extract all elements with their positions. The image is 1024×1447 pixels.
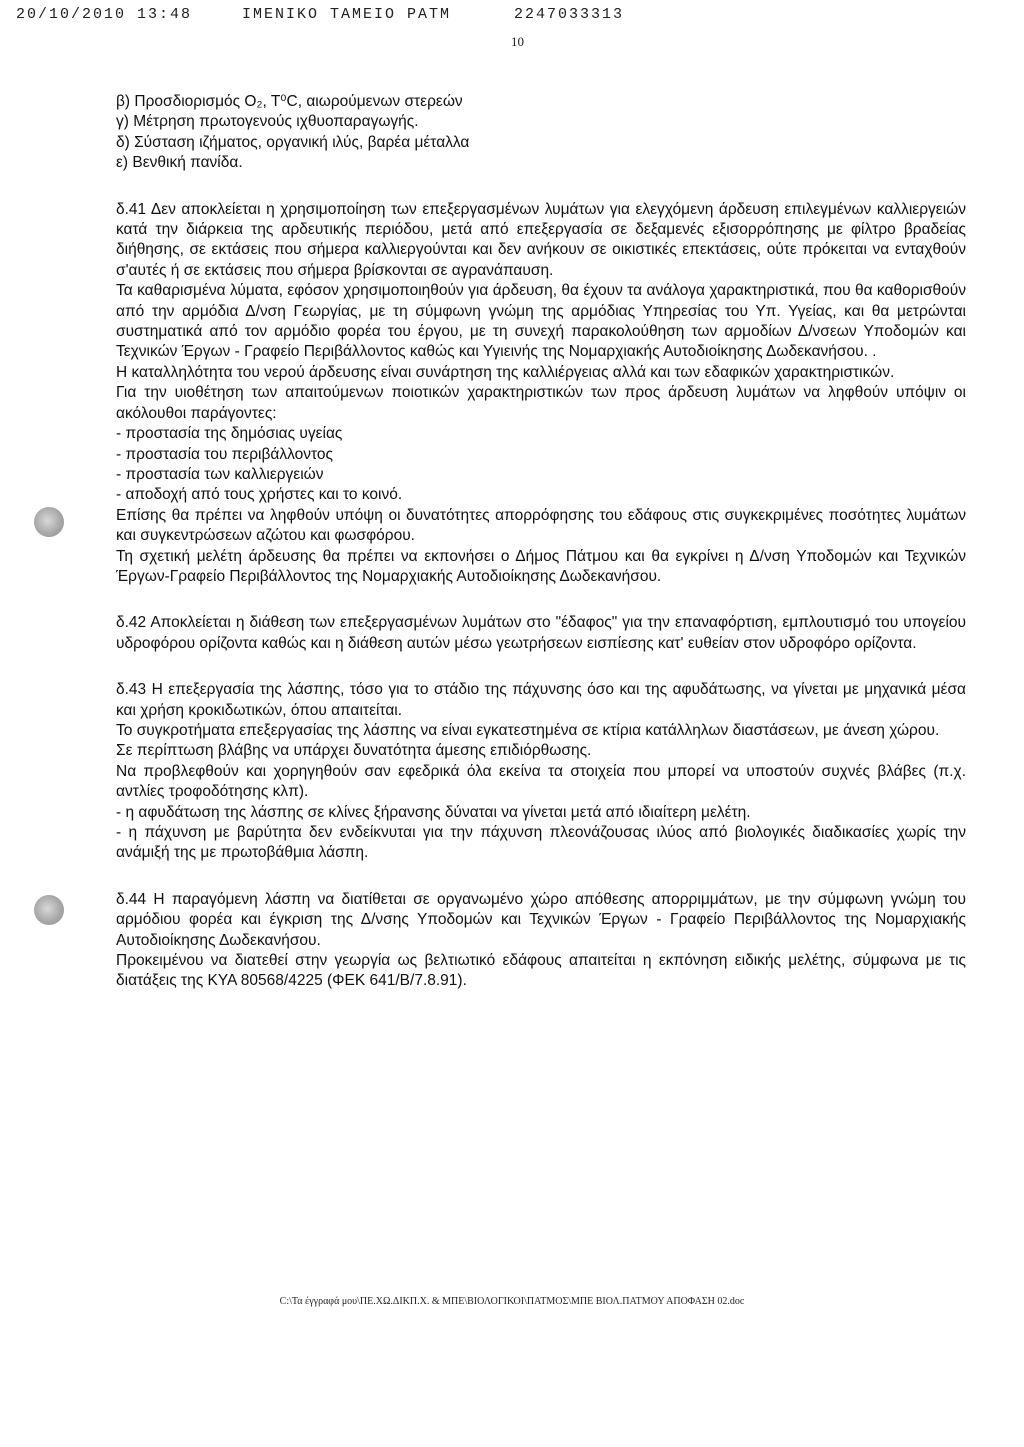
paragraph: Προκειμένου να διατεθεί στην γεωργία ως βελτιωτικό εδάφους απαιτείται η εκπόνηση ειδικής μελέτης, σύμφωνα με τις διατάξεις της ΚΥΑ 80568/4225 (ΦΕΚ 641/Β/7.8.91).	[116, 952, 966, 990]
list-item: γ) Μέτρηση πρωτογενούς ιχθυοπαραγωγής.	[116, 113, 419, 131]
fax-header	[14, 6, 1014, 36]
fax-datetime: 20/10/2010 13:48	[16, 6, 193, 23]
paragraph: Η καταλληλότητα του νερού άρδευσης είναι συνάρτηση της καλλιέργειας αλλά και των εδαφικών χαρακτηριστικών.	[116, 363, 895, 381]
section-d44	[116, 890, 966, 992]
paragraph: δ.43 Η επεξεργασία της λάσπης, τόσο για το στάδιο της πάχυνσης όσο και της αφυδάτωσης, να γίνεται με μηχανικά μέσα και χρήση κροκιδωτικών, όπου απαιτείται.	[116, 681, 966, 719]
file-path-footer: C:\Τα έγγραφά μου\ΠΕ.ΧΩ.ΔΙΚΠ.Χ. & ΜΠΕ\ΒΙΟΛΟΓΙΚΟΙ\ΠΑΤΜΟΣ\ΜΠΕ ΒΙΟΛ.ΠΑΤΜΟΥ ΑΠΟΦΑΣΗ 02.doc	[279, 1296, 745, 1307]
paragraph: δ.42 Αποκλείεται η διάθεση των επεξεργασμένων λυμάτων στο "έδαφος" για την επαναφόρτιση, εμπλουτισμό του υπογείου υδροφόρου ορίζοντα καθώς και η διάθεση αυτών μέσω γεωτρήσεων εισπίεσης κατ' ευθείαν στον υδροφόρο ορίζοντα.	[116, 614, 966, 652]
paragraph: Για την υιοθέτηση των απαιτούμενων ποιοτικών χαρακτηριστικών των προς άρδευση λυμάτων να ληφθούν υπόψιν οι ακόλουθοι παράγοντες:	[116, 384, 966, 422]
factor-item: - προστασία του περιβάλλοντος	[116, 445, 333, 463]
list-item: β) Προσδιορισμός O₂, T⁰C, αιωρούμενων στερεών	[116, 93, 463, 110]
paragraph: Το συγκροτήματα επεξεργασίας της λάσπης να είναι εγκατεστημένα σε κτίρια κατάλληλων διαστάσεων, με άνεση χώρου.	[116, 721, 940, 739]
paragraph: δ.41 Δεν αποκλείεται η χρησιμοποίηση των επεξεργασμένων λυμάτων για ελεγχόμενη άρδευση επιλεγμένων καλλιεργειών κατά την διάρκεια της αρδευτικής περιόδου, μετά από επεξεργασία σε δεξαμενές εξισορρόπησης με φίλτρο βραδείας διήθησης, σε εκτάσεις που σήμερα καλλιεργούνται και δεν ανήκουν σε οικιστικές επεκτάσεις, ούτε πρόκειται να ενταχθούν σ'αυτές ή σε εκτάσεις που σήμερα βρίσκονται σε αγρανάπαυση.	[116, 200, 966, 279]
paragraph: Τη σχετική μελέτη άρδευσης θα πρέπει να εκπονήσει ο Δήμος Πάτμου και θα εγκρίνει η Δ/νση Υποδομών και Τεχνικών Έργων-Γραφείο Περιβάλλοντος της Νομαρχιακής Αυτοδιοίκησης Δωδεκανήσου.	[116, 547, 966, 585]
paragraph: Σε περίπτωση βλάβης να υπάρχει δυνατότητα άμεσης επιδιόρθωσης.	[116, 742, 592, 760]
paragraph: Επίσης θα πρέπει να ληφθούν υπόψη οι δυνατότητες απορρόφησης του εδάφους στις συγκεκριμένες ποσότητες λυμάτων και συγκεντρώσεων αζώτου και φωσφόρου.	[116, 506, 966, 545]
section-d41	[116, 200, 966, 588]
paragraph: - η πάχυνση με βαρύτητα δεν ενδείκνυται για την πάχυνση πλεονάζουσας ιλύος από βιολογικές διαδικασίες χωρίς την ανάμιξή της με πρωτοβάθμια λάσπη.	[116, 824, 966, 862]
fax-number: 2247033313	[514, 6, 625, 23]
section-d42	[116, 613, 966, 654]
punch-hole-icon	[34, 507, 64, 537]
factor-item: - αποδοχή από τους χρήστες και το κοινό.	[116, 486, 403, 504]
factor-item: - προστασία της δημόσιας υγείας	[116, 425, 343, 443]
paragraph: - η αφυδάτωση της λάσπης σε κλίνες ξήρανσης δύναται να γίνεται μετά από ιδιαίτερη μελέτη.	[116, 803, 751, 821]
page-number: 10	[511, 34, 524, 49]
paragraph: Τα καθαρισμένα λύματα, εφόσον χρησιμοποιηθούν για άρδευση, θα έχουν τα ανάλογα χαρακτηριστικά, που θα καθορισθούν από την αρμόδια Δ/νση Γεωργίας, με τη σύμφωνη γνώμη της αρμόδιας Υπηρεσίας του Υπ. Υγείας, και θα μετρώνται συστηματικά από τον αρμόδιο φορέα του έργου, με τη συνεχή παρακολούθηση των αρμοδίων Δ/νσεων Υποδομών και Τεχνικών Έργων - Γραφείο Περιβάλλοντος καθώς και Υγιεινής της Νομαρχιακής Αυτοδιοίκησης Δωδεκανήσου. .	[116, 282, 966, 361]
factor-item: - προστασία των καλλιεργειών	[116, 465, 324, 483]
paragraph: δ.44 Η παραγόμενη λάσπη να διατίθεται σε οργανωμένο χώρο απόθεσης απορριμμάτων, με την σύμφωνη γνώμη του αρμόδιου φορέα και έγκριση της Δ/νσης Υποδομών και Τεχνικών Έργων - Γραφείο Περιβάλλοντος της Νομαρχιακής Αυτοδιοίκησης Δωδεκανήσου.	[116, 890, 966, 949]
section-d43	[116, 680, 966, 864]
fax-sender: IMENIKO TAMEIO PATM	[242, 6, 452, 23]
document-body	[116, 92, 966, 992]
paragraph: Να προβλεφθούν και χορηγηθούν σαν εφεδρικά όλα εκείνα τα στοιχεία που μπορεί να υποστούν συχνές βλάβες (π.χ. αντλίες τροφοδότησης κλπ).	[116, 762, 966, 801]
list-item: ε) Βενθική πανίδα.	[116, 154, 243, 172]
measurement-list	[116, 92, 966, 174]
list-item: δ) Σύσταση ιζήματος, οργανική ιλύς, βαρέα μέταλλα	[116, 133, 470, 151]
punch-hole-icon	[34, 895, 64, 925]
